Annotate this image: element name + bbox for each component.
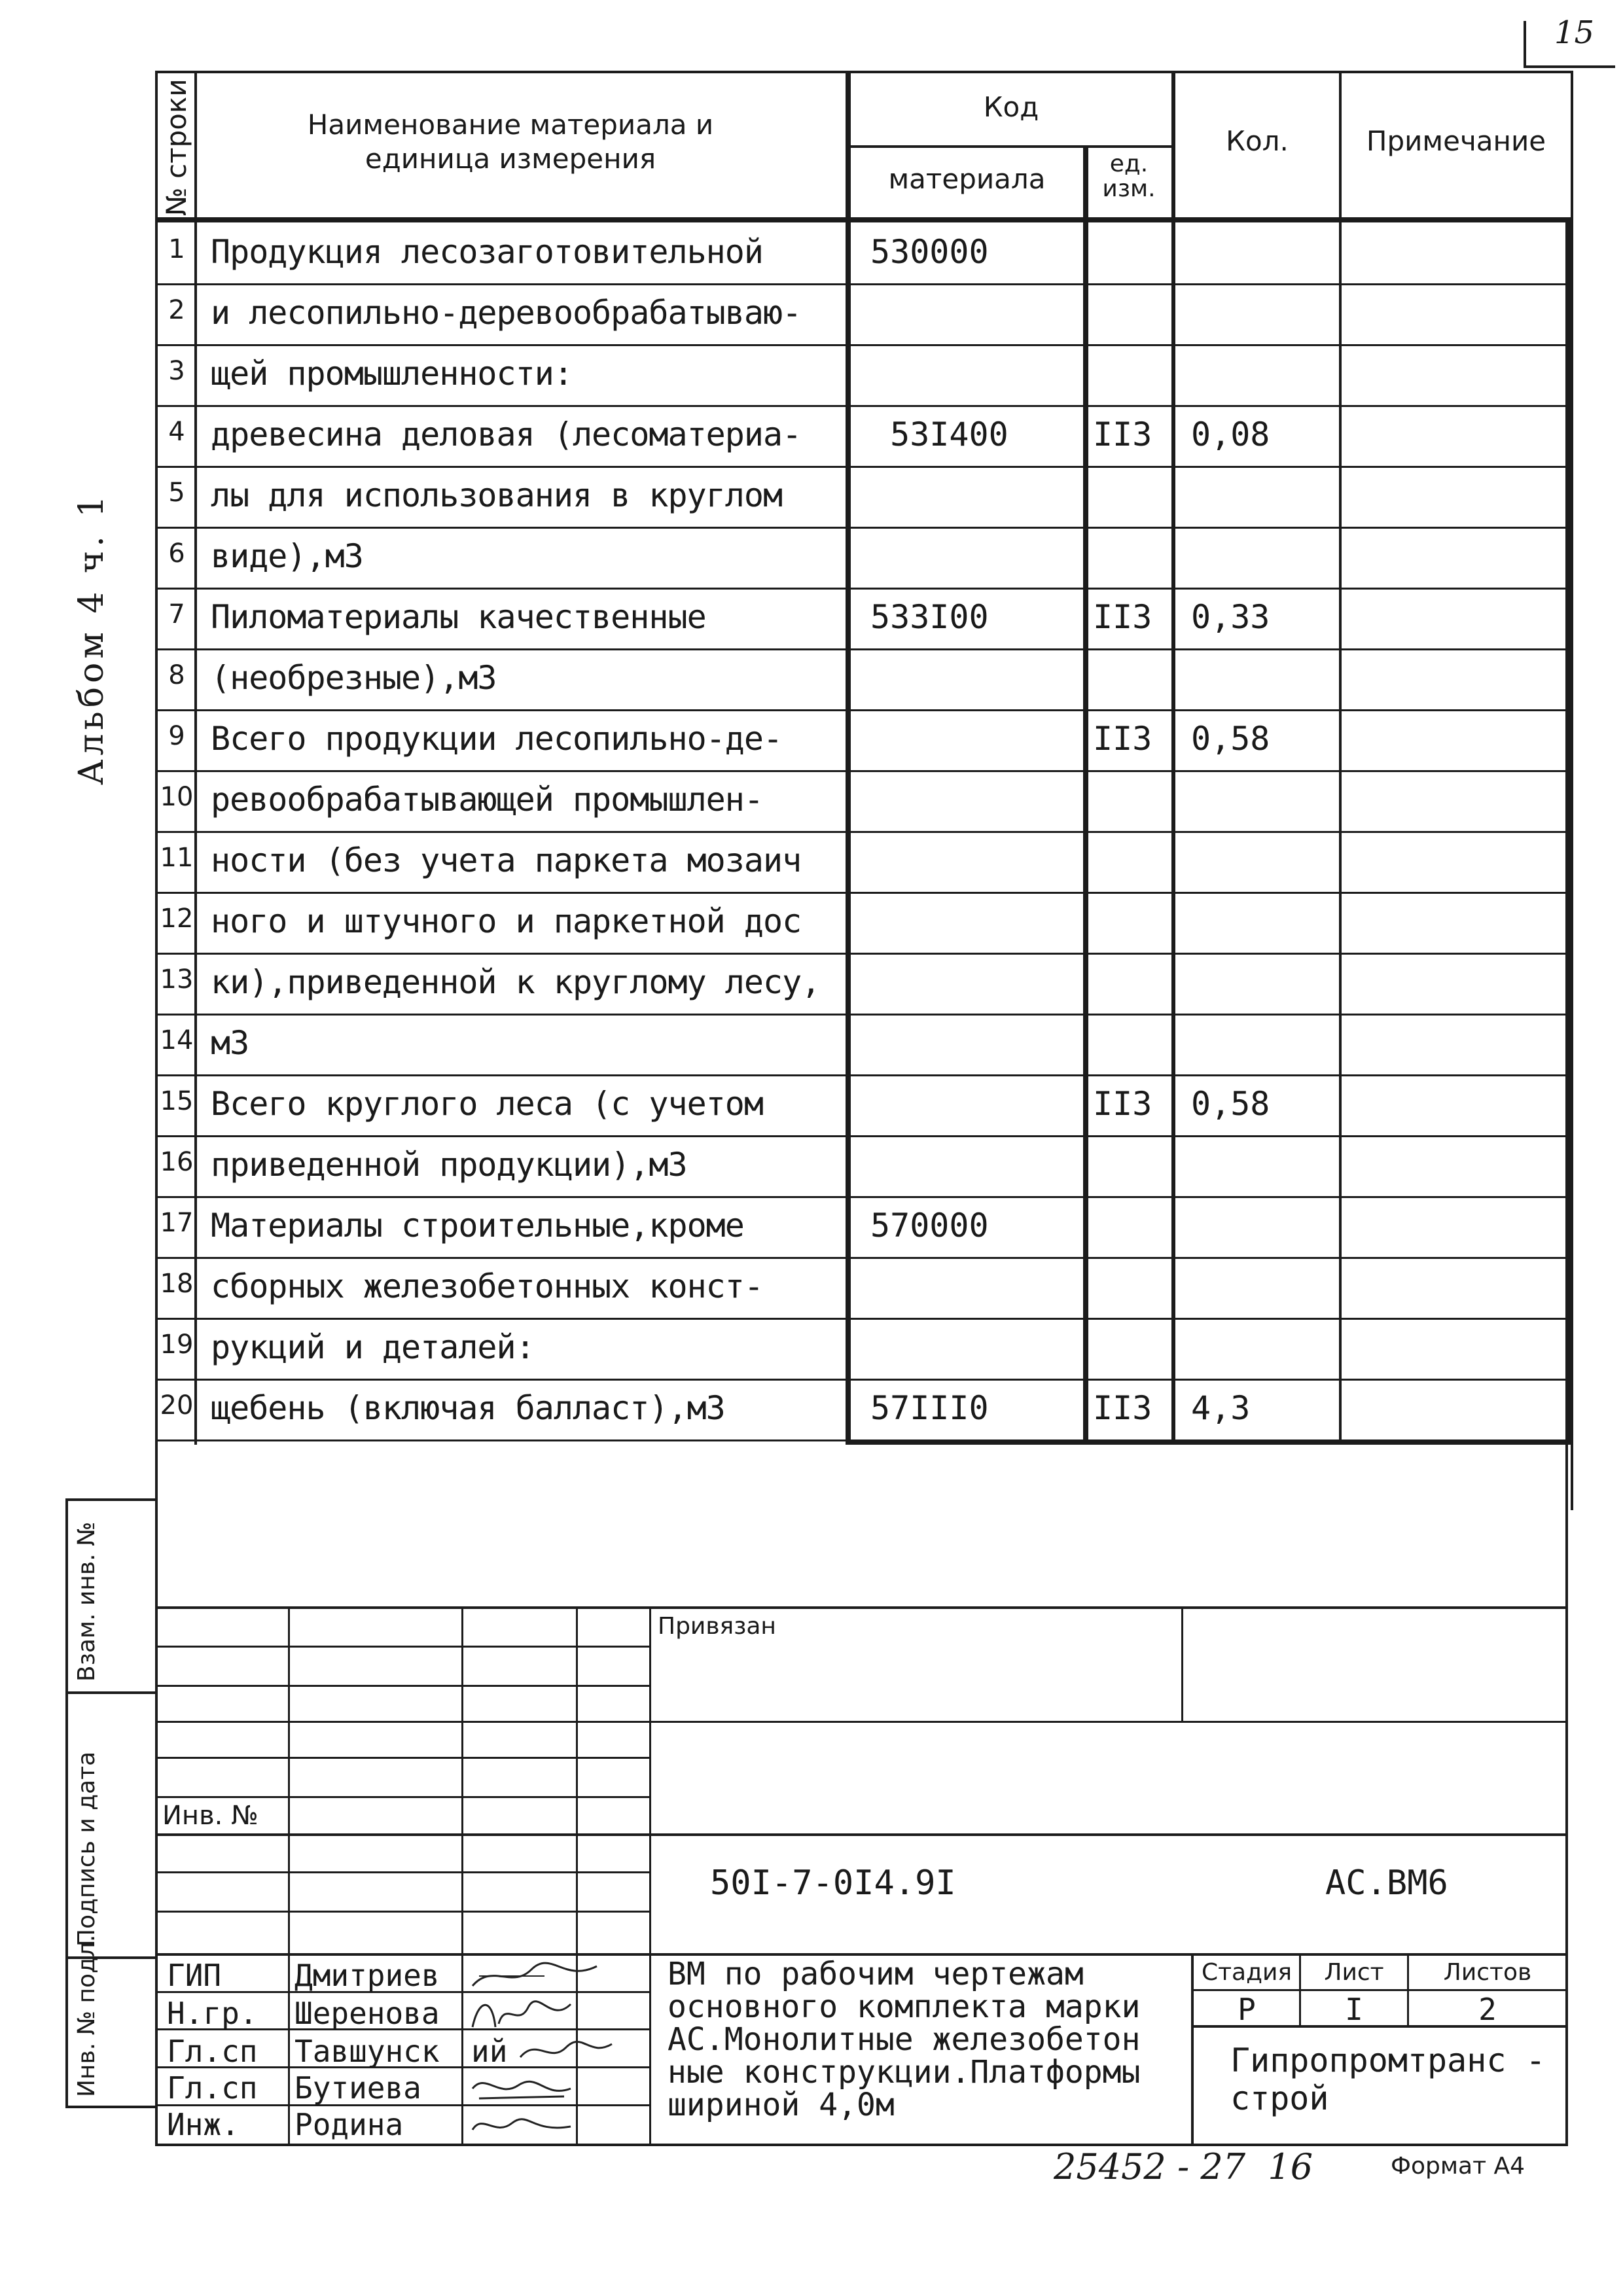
col-line-code-unit bbox=[1083, 145, 1088, 1445]
row-code: 530000 bbox=[870, 233, 989, 271]
doc-title-line: АС.Монолитные железобетон bbox=[668, 2021, 1141, 2058]
row-qty: 0,33 bbox=[1191, 598, 1270, 636]
row-text: рукций и деталей: bbox=[211, 1328, 535, 1366]
org-name bbox=[1230, 2041, 1546, 2117]
row-text: древесина деловая (лесоматериа- bbox=[211, 415, 802, 453]
row-number: 9 bbox=[168, 721, 185, 751]
sheet-label: Лист bbox=[1324, 1959, 1384, 1986]
row-divider bbox=[155, 648, 1568, 650]
footer-format: Формат А4 bbox=[1391, 2153, 1525, 2180]
row-number: 17 bbox=[160, 1208, 194, 1238]
header-note: Примечание bbox=[1366, 125, 1546, 157]
doc-title-line: шириной 4,0м bbox=[668, 2087, 895, 2123]
row-number: 7 bbox=[168, 599, 185, 629]
header-bottom bbox=[155, 217, 1573, 222]
header-unit: ед. изм. bbox=[1102, 150, 1156, 202]
row-text: и лесопильно-деревообрабатываю- bbox=[211, 294, 802, 332]
row-divider bbox=[155, 709, 1568, 711]
table-border-right bbox=[1571, 71, 1573, 1510]
org-name-line: строй bbox=[1230, 2079, 1329, 2117]
signature-4 bbox=[466, 2069, 577, 2108]
row-unit: II3 bbox=[1093, 1389, 1152, 1427]
stage-label: Стадия bbox=[1201, 1959, 1293, 1986]
stamp-right-border bbox=[1565, 1439, 1568, 2146]
row-divider bbox=[155, 953, 1568, 955]
row-text: щей промышленности: bbox=[211, 355, 573, 393]
staff-role-2: Н.гр. bbox=[167, 1996, 258, 2031]
stamp-strip-div1 bbox=[65, 1691, 157, 1694]
row-text: лы для использования в круглом bbox=[211, 476, 783, 514]
row-text: сборных железобетонных конст- bbox=[211, 1267, 763, 1305]
row-qty: 0,58 bbox=[1191, 1085, 1270, 1123]
row-divider bbox=[155, 1135, 1568, 1137]
row-text: ки),приведенной к круглому лесу, bbox=[211, 963, 821, 1001]
stamp-col5 bbox=[1181, 1606, 1183, 1721]
privyazan-label: Привязан bbox=[658, 1613, 776, 1640]
row-text: (необрезные),м3 bbox=[211, 659, 497, 697]
col-line-qty-note bbox=[1339, 71, 1342, 1445]
staff-role-3: Гл.сп bbox=[167, 2034, 258, 2069]
doc-title bbox=[668, 1958, 1140, 2121]
row-qty: 0,58 bbox=[1191, 720, 1270, 758]
staff-name-3: Тавшунск bbox=[294, 2034, 440, 2069]
row-text: виде),м3 bbox=[211, 537, 363, 575]
row-code: 533I00 bbox=[870, 598, 989, 636]
row-unit: II3 bbox=[1093, 720, 1152, 758]
stamp-strip-bottom bbox=[65, 2106, 157, 2108]
header-name: Наименование материала и единица измерения bbox=[307, 109, 714, 175]
doc-code: 50I-7-0I4.9I bbox=[710, 1863, 956, 1903]
stamp-strip-top bbox=[65, 1498, 157, 1501]
row-number: 14 bbox=[160, 1025, 194, 1055]
page-mark: 15 bbox=[1554, 14, 1595, 51]
row-text: приведенной продукции),м3 bbox=[211, 1146, 687, 1184]
row-text: ревообрабатывающей промышлен- bbox=[211, 781, 763, 819]
stage-box-left bbox=[1191, 1953, 1194, 2144]
row-number: 6 bbox=[168, 539, 185, 569]
row-code: 570000 bbox=[870, 1207, 989, 1245]
staff-role-5: Инж. bbox=[167, 2107, 240, 2142]
row-divider bbox=[155, 283, 1568, 285]
row-number: 12 bbox=[160, 904, 194, 934]
row-qty: 0,08 bbox=[1191, 415, 1270, 453]
stamp-strip-left bbox=[65, 1498, 68, 2107]
stamp-strip-right bbox=[155, 1439, 158, 2146]
stamp-row bbox=[155, 1721, 1568, 1723]
row-text: щебень (включая балласт),м3 bbox=[211, 1389, 725, 1427]
row-text: Всего продукции лесопильно-де- bbox=[211, 720, 783, 758]
row-text: Продукция лесозаготовительной bbox=[211, 233, 763, 271]
row-divider bbox=[155, 1379, 1568, 1381]
header-material: материала bbox=[888, 163, 1046, 195]
header-code: Код bbox=[983, 91, 1039, 123]
label-inv-podl: Инв. № подл. bbox=[73, 1934, 100, 2097]
row-number: 4 bbox=[168, 417, 185, 447]
stamp-row bbox=[155, 1646, 651, 1648]
doc-mark: АС.ВМ6 bbox=[1325, 1863, 1448, 1903]
staff-name-4: Бутиева bbox=[294, 2070, 421, 2106]
staff-name-5: Родина bbox=[294, 2107, 404, 2142]
row-number: 15 bbox=[160, 1086, 194, 1116]
row-number: 18 bbox=[160, 1269, 194, 1299]
corner-mark-line bbox=[1524, 21, 1526, 67]
album-label: Альбом 4 ч. 1 bbox=[72, 491, 111, 785]
row-number: 10 bbox=[160, 782, 194, 812]
row-text: ного и штучного и паркетной дос bbox=[211, 902, 802, 940]
footer-number: 25452 - 27 16 bbox=[1054, 2146, 1313, 2187]
row-divider bbox=[155, 1257, 1568, 1259]
stamp-col4 bbox=[649, 1606, 651, 2144]
header-qty: Кол. bbox=[1226, 125, 1289, 157]
row-divider bbox=[155, 527, 1568, 529]
row-text: м3 bbox=[211, 1024, 249, 1062]
row-divider bbox=[155, 1014, 1568, 1016]
row-number: 13 bbox=[160, 964, 194, 995]
row-divider bbox=[155, 892, 1568, 894]
staff-name-2: Шеренова bbox=[294, 1996, 440, 2031]
row-code: 53I400 bbox=[870, 415, 1008, 453]
stamp-row bbox=[155, 1685, 651, 1687]
sheets-value: 2 bbox=[1478, 1992, 1497, 2027]
doc-title-line: основного комплекта марки bbox=[668, 1988, 1141, 2025]
row-divider bbox=[155, 588, 1568, 590]
row-unit: II3 bbox=[1093, 1085, 1152, 1123]
row-divider bbox=[155, 344, 1568, 346]
row-text: ности (без учета паркета мозаич bbox=[211, 841, 802, 879]
stamp-row bbox=[155, 1833, 1568, 1836]
staff-role-4: Гл.сп bbox=[167, 2070, 258, 2106]
row-number: 3 bbox=[168, 356, 185, 386]
table-rows-bottom bbox=[846, 1439, 1571, 1445]
code-subheader-line bbox=[846, 145, 1173, 148]
stamp-col2 bbox=[461, 1606, 463, 2144]
col-line-name bbox=[846, 71, 851, 1445]
col-line-unit-qty bbox=[1171, 71, 1175, 1445]
row-text: Материалы строительные,кроме bbox=[211, 1207, 744, 1245]
stamp-row bbox=[155, 1871, 651, 1873]
table-rows-bottom-left bbox=[155, 1439, 849, 1441]
doc-title-line: ные конструкции.Платформы bbox=[668, 2054, 1141, 2091]
row-text: Пиломатериалы качественные bbox=[211, 598, 706, 636]
row-qty: 4,3 bbox=[1191, 1389, 1251, 1427]
stamp-col1 bbox=[288, 1606, 290, 2144]
staff-name-1: Дмитриев bbox=[294, 1958, 440, 1993]
row-divider bbox=[155, 1318, 1568, 1320]
row-number: 8 bbox=[168, 660, 185, 690]
row-divider bbox=[155, 770, 1568, 772]
doc-title-line: ВМ по рабочим чертежам bbox=[668, 1956, 1084, 1992]
signature-3 bbox=[517, 2031, 615, 2070]
row-number: 2 bbox=[168, 295, 185, 325]
inv-no-label: Инв. № bbox=[162, 1801, 259, 1831]
row-number: 11 bbox=[160, 843, 194, 873]
header-row-no: № строки bbox=[160, 79, 192, 216]
row-number: 16 bbox=[160, 1147, 194, 1177]
stage-value: Р bbox=[1238, 1992, 1256, 2027]
signature-2 bbox=[466, 1994, 577, 2034]
sheet-value: I bbox=[1345, 1992, 1363, 2027]
row-unit: II3 bbox=[1093, 598, 1152, 636]
row-code: 57III0 bbox=[870, 1389, 989, 1427]
row-text: Всего круглого леса (с учетом bbox=[211, 1085, 763, 1123]
stamp-bottom-line bbox=[155, 2144, 1568, 2146]
row-number: 19 bbox=[160, 1330, 194, 1360]
staff-name-3-extra: ий bbox=[471, 2034, 508, 2069]
row-divider bbox=[155, 466, 1568, 468]
corner-mark-line bbox=[1524, 65, 1615, 68]
stamp-top-line bbox=[155, 1606, 1568, 1609]
table-border-top bbox=[155, 71, 1573, 73]
signature-5 bbox=[466, 2107, 577, 2143]
signature-1 bbox=[466, 1956, 603, 1996]
row-number: 1 bbox=[168, 234, 185, 264]
row-unit: II3 bbox=[1093, 415, 1152, 453]
stamp-row bbox=[155, 1911, 651, 1913]
org-name-line: Гипропромтранс - bbox=[1230, 2041, 1546, 2079]
row-divider bbox=[155, 405, 1568, 407]
row-number: 5 bbox=[168, 478, 185, 508]
stamp-row bbox=[155, 1796, 651, 1798]
row-number: 20 bbox=[160, 1390, 194, 1421]
row-divider bbox=[155, 1196, 1568, 1198]
stage-box-row1 bbox=[1191, 1989, 1568, 1991]
col-line-rownum bbox=[194, 71, 197, 1445]
label-podpis: Подпись и дата bbox=[73, 1751, 100, 1947]
stamp-row bbox=[155, 1757, 651, 1759]
row-divider bbox=[155, 1074, 1568, 1076]
sheets-label: Листов bbox=[1443, 1959, 1532, 1986]
label-vzam: Взам. инв. № bbox=[73, 1521, 100, 1682]
row-divider bbox=[155, 831, 1568, 833]
staff-role-1: ГИП bbox=[167, 1958, 222, 1993]
